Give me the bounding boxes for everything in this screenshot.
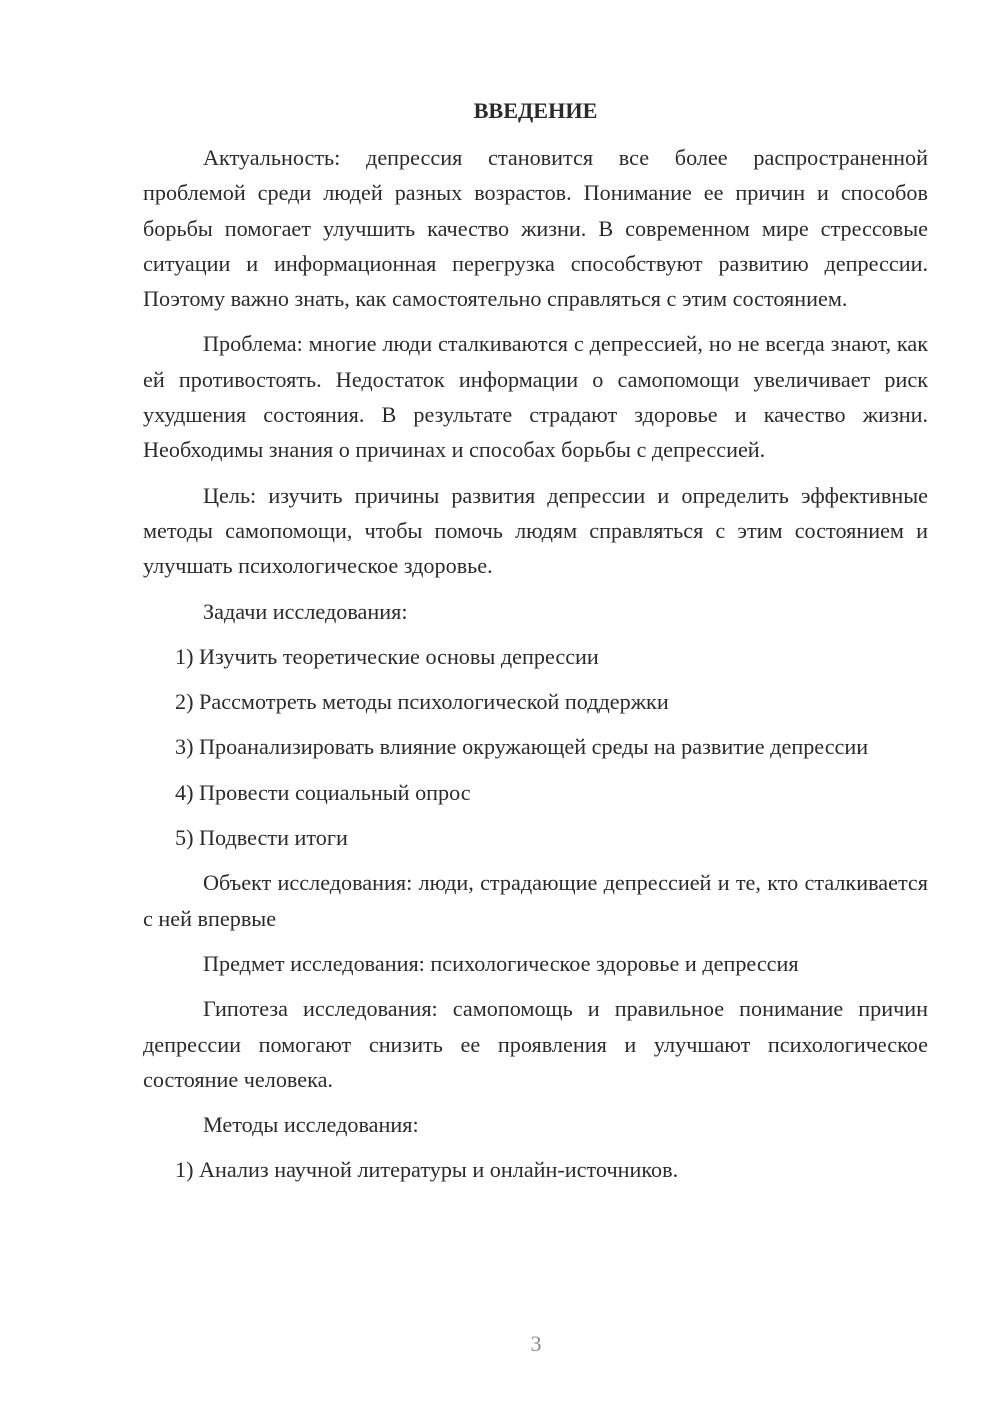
object-paragraph: Объект исследования: люди, страдающие депрессией и те, кто сталкивается с ней впервые — [143, 870, 928, 931]
method-item: 1) Анализ научной литературы и онлайн-источников. — [175, 1157, 679, 1183]
page-body — [143, 93, 928, 1198]
task-item: 1) Изучить теоретические основы депрессии — [175, 643, 599, 669]
task-item: 2) Рассмотреть методы психологической поддержки — [175, 689, 669, 715]
subject-paragraph: Предмет исследования: психологическое здоровье и депрессия — [203, 950, 799, 976]
task-item: 5) Подвести итоги — [175, 825, 348, 851]
hypothesis-paragraph: Гипотеза исследования: самопомощь и правильное понимание причин депрессии помогают снизить ее проявления и улучшают психологическое состояние человека. — [143, 996, 928, 1092]
problem-paragraph: Проблема: многие люди сталкиваются с депрессией, но не всегда знают, как ей противостоять. Недостаток информации о самопомощи увеличивает риск ухудшения состояния. В результате страдают здоровье и качество жизни. Необходимы знания о причинах и способах борьбы с депрессией. — [143, 331, 928, 463]
methods-heading: Методы исследования: — [203, 1112, 419, 1138]
task-item: 4) Провести социальный опрос — [175, 779, 471, 805]
goal-paragraph: Цель: изучить причины развития депрессии и определить эффективные методы самопомощи, чтобы помочь людям справляться с этим состоянием и улучшать психологическое здоровье. — [143, 482, 928, 579]
tasks-heading: Задачи исследования: — [203, 598, 408, 624]
page-number: 3 — [530, 1331, 542, 1356]
relevance-paragraph: Актуальность: депрессия становится все более распространенной проблемой среди людей разных возрастов. Понимание ее причин и способов борьбы помогает улучшить качество жизни. В современном мире стрессовые ситуации и информационная перегрузка способствуют развитию депрессии. Поэтому важно знать, как самостоятельно справляться с этим состоянием. — [143, 145, 928, 312]
section-heading: ВВЕДЕНИЕ — [473, 98, 598, 123]
task-item: 3) Проанализировать влияние окружающей среды на развитие депрессии — [175, 734, 869, 760]
